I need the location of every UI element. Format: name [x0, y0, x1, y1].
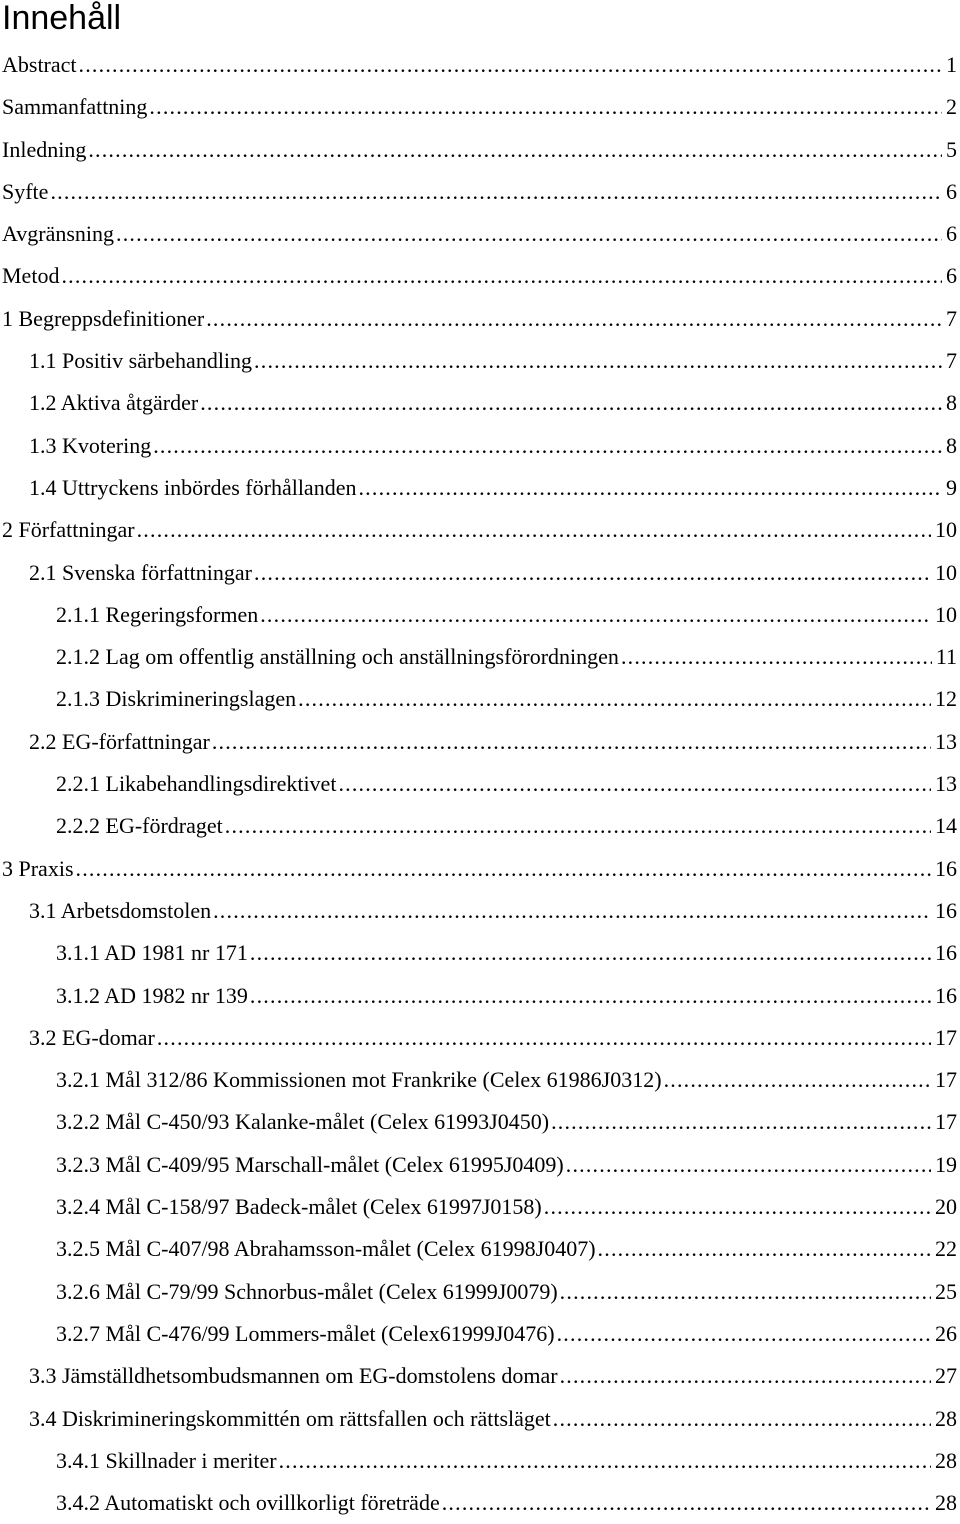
toc-dot-leader: [250, 932, 931, 974]
toc-entry[interactable]: [0, 1017, 957, 1059]
toc-dot-leader: [225, 805, 931, 847]
toc-dot-leader: [213, 890, 931, 932]
toc-dot-leader: [298, 678, 931, 720]
toc-entry-page-number: 6: [946, 178, 957, 204]
toc-entry-page-number: 8: [946, 390, 957, 416]
toc-entry-page-number: 17: [935, 1109, 957, 1135]
toc-entry[interactable]: [0, 552, 957, 594]
toc-dot-leader: [560, 1355, 931, 1397]
toc-entry[interactable]: [0, 890, 957, 932]
toc-entry[interactable]: [0, 1355, 957, 1397]
toc-entry-page-number: 22: [935, 1236, 957, 1262]
toc-entry-label: 2.1.2 Lag om offentlig anställning och anställningsförordningen: [56, 644, 619, 670]
toc-entry[interactable]: [0, 763, 957, 805]
toc-entry-page-number: 7: [946, 348, 957, 374]
toc-dot-leader: [553, 1398, 931, 1440]
toc-entry-page-number: 17: [935, 1067, 957, 1093]
toc-dot-leader: [206, 298, 942, 340]
toc-entry-page-number: 6: [946, 263, 957, 289]
toc-entry-label: 3.4.2 Automatiskt och ovillkorligt företräde: [56, 1490, 440, 1516]
toc-entry[interactable]: [0, 848, 957, 890]
toc-dot-leader: [153, 425, 942, 467]
toc-entry-label: 2.1.1 Regeringsformen: [56, 601, 259, 627]
toc-entry[interactable]: [0, 1186, 957, 1228]
toc-entry-page-number: 17: [935, 1024, 957, 1050]
toc-entry-label: 2.1 Svenska författningar: [29, 559, 252, 585]
toc-dot-leader: [200, 382, 942, 424]
toc-dot-leader: [557, 1313, 931, 1355]
toc-entry[interactable]: [0, 1059, 957, 1101]
toc-entry[interactable]: [0, 467, 957, 509]
toc-entry-label: 3.2.4 Mål C-158/97 Badeck-målet (Celex 61997J0158): [56, 1194, 542, 1220]
toc-entry[interactable]: [0, 1271, 957, 1313]
toc-dot-leader: [566, 1144, 931, 1186]
toc-entry[interactable]: [0, 171, 957, 213]
toc-dot-leader: [279, 1440, 931, 1482]
toc-dot-leader: [157, 1017, 931, 1059]
toc-entry-label: 1.2 Aktiva åtgärder: [29, 390, 199, 416]
toc-entry-page-number: 16: [935, 897, 957, 923]
toc-entry[interactable]: [0, 425, 957, 467]
toc-entry-label: Syfte: [2, 178, 49, 204]
toc-entry-page-number: 27: [935, 1363, 957, 1389]
toc-entry-page-number: 2: [946, 94, 957, 120]
toc-entry-page-number: 14: [935, 813, 957, 839]
toc-entry[interactable]: [0, 721, 957, 763]
toc-entry-page-number: 16: [935, 982, 957, 1008]
toc-entry-page-number: 19: [935, 1151, 957, 1177]
toc-entry-label: 3.1 Arbetsdomstolen: [29, 897, 212, 923]
toc-entry[interactable]: [0, 636, 957, 678]
toc-entry-label: Sammanfattning: [2, 94, 148, 120]
toc-entry[interactable]: [0, 1144, 957, 1186]
toc-entry[interactable]: [0, 594, 957, 636]
toc-entry-label: Inledning: [2, 136, 87, 162]
toc-dot-leader: [250, 975, 931, 1017]
toc-entry-label: 3.1.1 AD 1981 nr 171: [56, 940, 248, 966]
toc-entry-page-number: 28: [935, 1405, 957, 1431]
toc-dot-leader: [598, 1228, 931, 1270]
toc-dot-leader: [76, 848, 932, 890]
toc-entry[interactable]: [0, 805, 957, 847]
toc-entry[interactable]: [0, 1313, 957, 1355]
toc-entry-page-number: 10: [935, 559, 957, 585]
toc-entry[interactable]: [0, 298, 957, 340]
toc-entry-label: 3 Praxis: [2, 855, 74, 881]
toc-entry-label: 3.2 EG-domar: [29, 1024, 155, 1050]
toc-entry-page-number: 28: [935, 1490, 957, 1516]
toc-dot-leader: [212, 721, 931, 763]
toc-dot-leader: [79, 44, 942, 86]
toc-entry-page-number: 11: [935, 644, 957, 670]
toc-dot-leader: [50, 171, 942, 213]
toc-entry[interactable]: [0, 1482, 957, 1524]
toc-entry-label: 1.1 Positiv särbehandling: [29, 348, 253, 374]
toc-entry[interactable]: [0, 678, 957, 720]
toc-entry-page-number: 8: [946, 432, 957, 458]
toc-entry-page-number: 9: [946, 474, 957, 500]
toc-entry-page-number: 13: [935, 728, 957, 754]
toc-entry-page-number: 20: [935, 1194, 957, 1220]
toc-dot-leader: [254, 552, 931, 594]
toc-entry-label: Avgränsning: [2, 221, 115, 247]
toc-dot-leader: [358, 467, 942, 509]
toc-entry-page-number: 25: [935, 1278, 957, 1304]
toc-dot-leader: [260, 594, 931, 636]
toc-entry-page-number: 10: [935, 517, 957, 543]
toc-dot-leader: [88, 129, 942, 171]
toc-entry[interactable]: [0, 1398, 957, 1440]
toc-entry-page-number: 16: [935, 940, 957, 966]
toc-entry-page-number: 6: [946, 221, 957, 247]
toc-entry[interactable]: [0, 44, 957, 86]
toc-entry-label: Metod: [2, 263, 60, 289]
toc-dot-leader: [621, 636, 932, 678]
toc-entry-label: 1.4 Uttryckens inbördes förhållanden: [29, 474, 357, 500]
toc-entry-label: 2.1.3 Diskrimineringslagen: [56, 686, 297, 712]
toc-entry-page-number: 12: [935, 686, 957, 712]
toc-entry[interactable]: [0, 509, 957, 551]
toc-entry[interactable]: [0, 86, 957, 128]
toc-dot-leader: [149, 86, 942, 128]
toc-entry-label: 3.2.2 Mål C-450/93 Kalanke-målet (Celex 61993J0450): [56, 1109, 550, 1135]
toc-dot-leader: [137, 509, 931, 551]
toc-entry-page-number: 13: [935, 771, 957, 797]
toc-dot-leader: [61, 255, 942, 297]
toc-dot-leader: [254, 340, 942, 382]
toc-entry[interactable]: [0, 255, 957, 297]
toc-entry-page-number: 26: [935, 1320, 957, 1346]
toc-entry[interactable]: [0, 975, 957, 1017]
toc-entry-page-number: 10: [935, 601, 957, 627]
page-title: Innehåll: [2, 0, 122, 37]
toc-dot-leader: [338, 763, 931, 805]
toc-entry[interactable]: [0, 932, 957, 974]
toc-entry-page-number: 5: [946, 136, 957, 162]
toc-dot-leader: [544, 1186, 931, 1228]
toc-entry[interactable]: [0, 213, 957, 255]
toc-entry-label: 3.2.6 Mål C-79/99 Schnorbus-målet (Celex 61999J0079): [56, 1278, 558, 1304]
toc-entry-label: 3.2.1 Mål 312/86 Kommissionen mot Frankrike (Celex 61986J0312): [56, 1067, 662, 1093]
toc-dot-leader: [116, 213, 942, 255]
toc-entry[interactable]: [0, 129, 957, 171]
toc-dot-leader: [442, 1482, 931, 1524]
toc-entry[interactable]: [0, 382, 957, 424]
toc-entry-page-number: 16: [935, 855, 957, 881]
toc-entry-label: 3.1.2 AD 1982 nr 139: [56, 982, 248, 1008]
toc-entry-label: 1 Begreppsdefinitioner: [2, 305, 205, 331]
toc-entry[interactable]: [0, 1440, 957, 1482]
toc-entry-label: 3.4.1 Skillnader i meriter: [56, 1447, 277, 1473]
toc-entry[interactable]: [0, 1101, 957, 1143]
toc-entry-label: 3.3 Jämställdhetsombudsmannen om EG-domstolens domar: [29, 1363, 558, 1389]
toc-entry-label: 2.2 EG-författningar: [29, 728, 210, 754]
toc-dot-leader: [664, 1059, 931, 1101]
toc-entry-label: 3.2.7 Mål C-476/99 Lommers-målet (Celex61999J0476): [56, 1320, 555, 1346]
toc-dot-leader: [551, 1101, 931, 1143]
table-of-contents: [0, 44, 957, 1524]
toc-entry-page-number: 7: [946, 305, 957, 331]
toc-entry-label: 3.2.5 Mål C-407/98 Abrahamsson-målet (Celex 61998J0407): [56, 1236, 596, 1262]
toc-entry-label: 2.2.2 EG-fördraget: [56, 813, 223, 839]
toc-entry-page-number: 28: [935, 1447, 957, 1473]
toc-entry[interactable]: [0, 1228, 957, 1270]
toc-entry-label: 2 Författningar: [2, 517, 135, 543]
toc-entry[interactable]: [0, 340, 957, 382]
toc-entry-label: 3.4 Diskrimineringskommittén om rättsfallen och rättsläget: [29, 1405, 551, 1431]
toc-entry-label: 3.2.3 Mål C-409/95 Marschall-målet (Celex 61995J0409): [56, 1151, 564, 1177]
toc-entry-label: 1.3 Kvotering: [29, 432, 152, 458]
toc-dot-leader: [560, 1271, 931, 1313]
toc-entry-label: 2.2.1 Likabehandlingsdirektivet: [56, 771, 337, 797]
toc-entry-page-number: 1: [946, 52, 957, 77]
toc-entry-label: Abstract: [2, 52, 77, 77]
